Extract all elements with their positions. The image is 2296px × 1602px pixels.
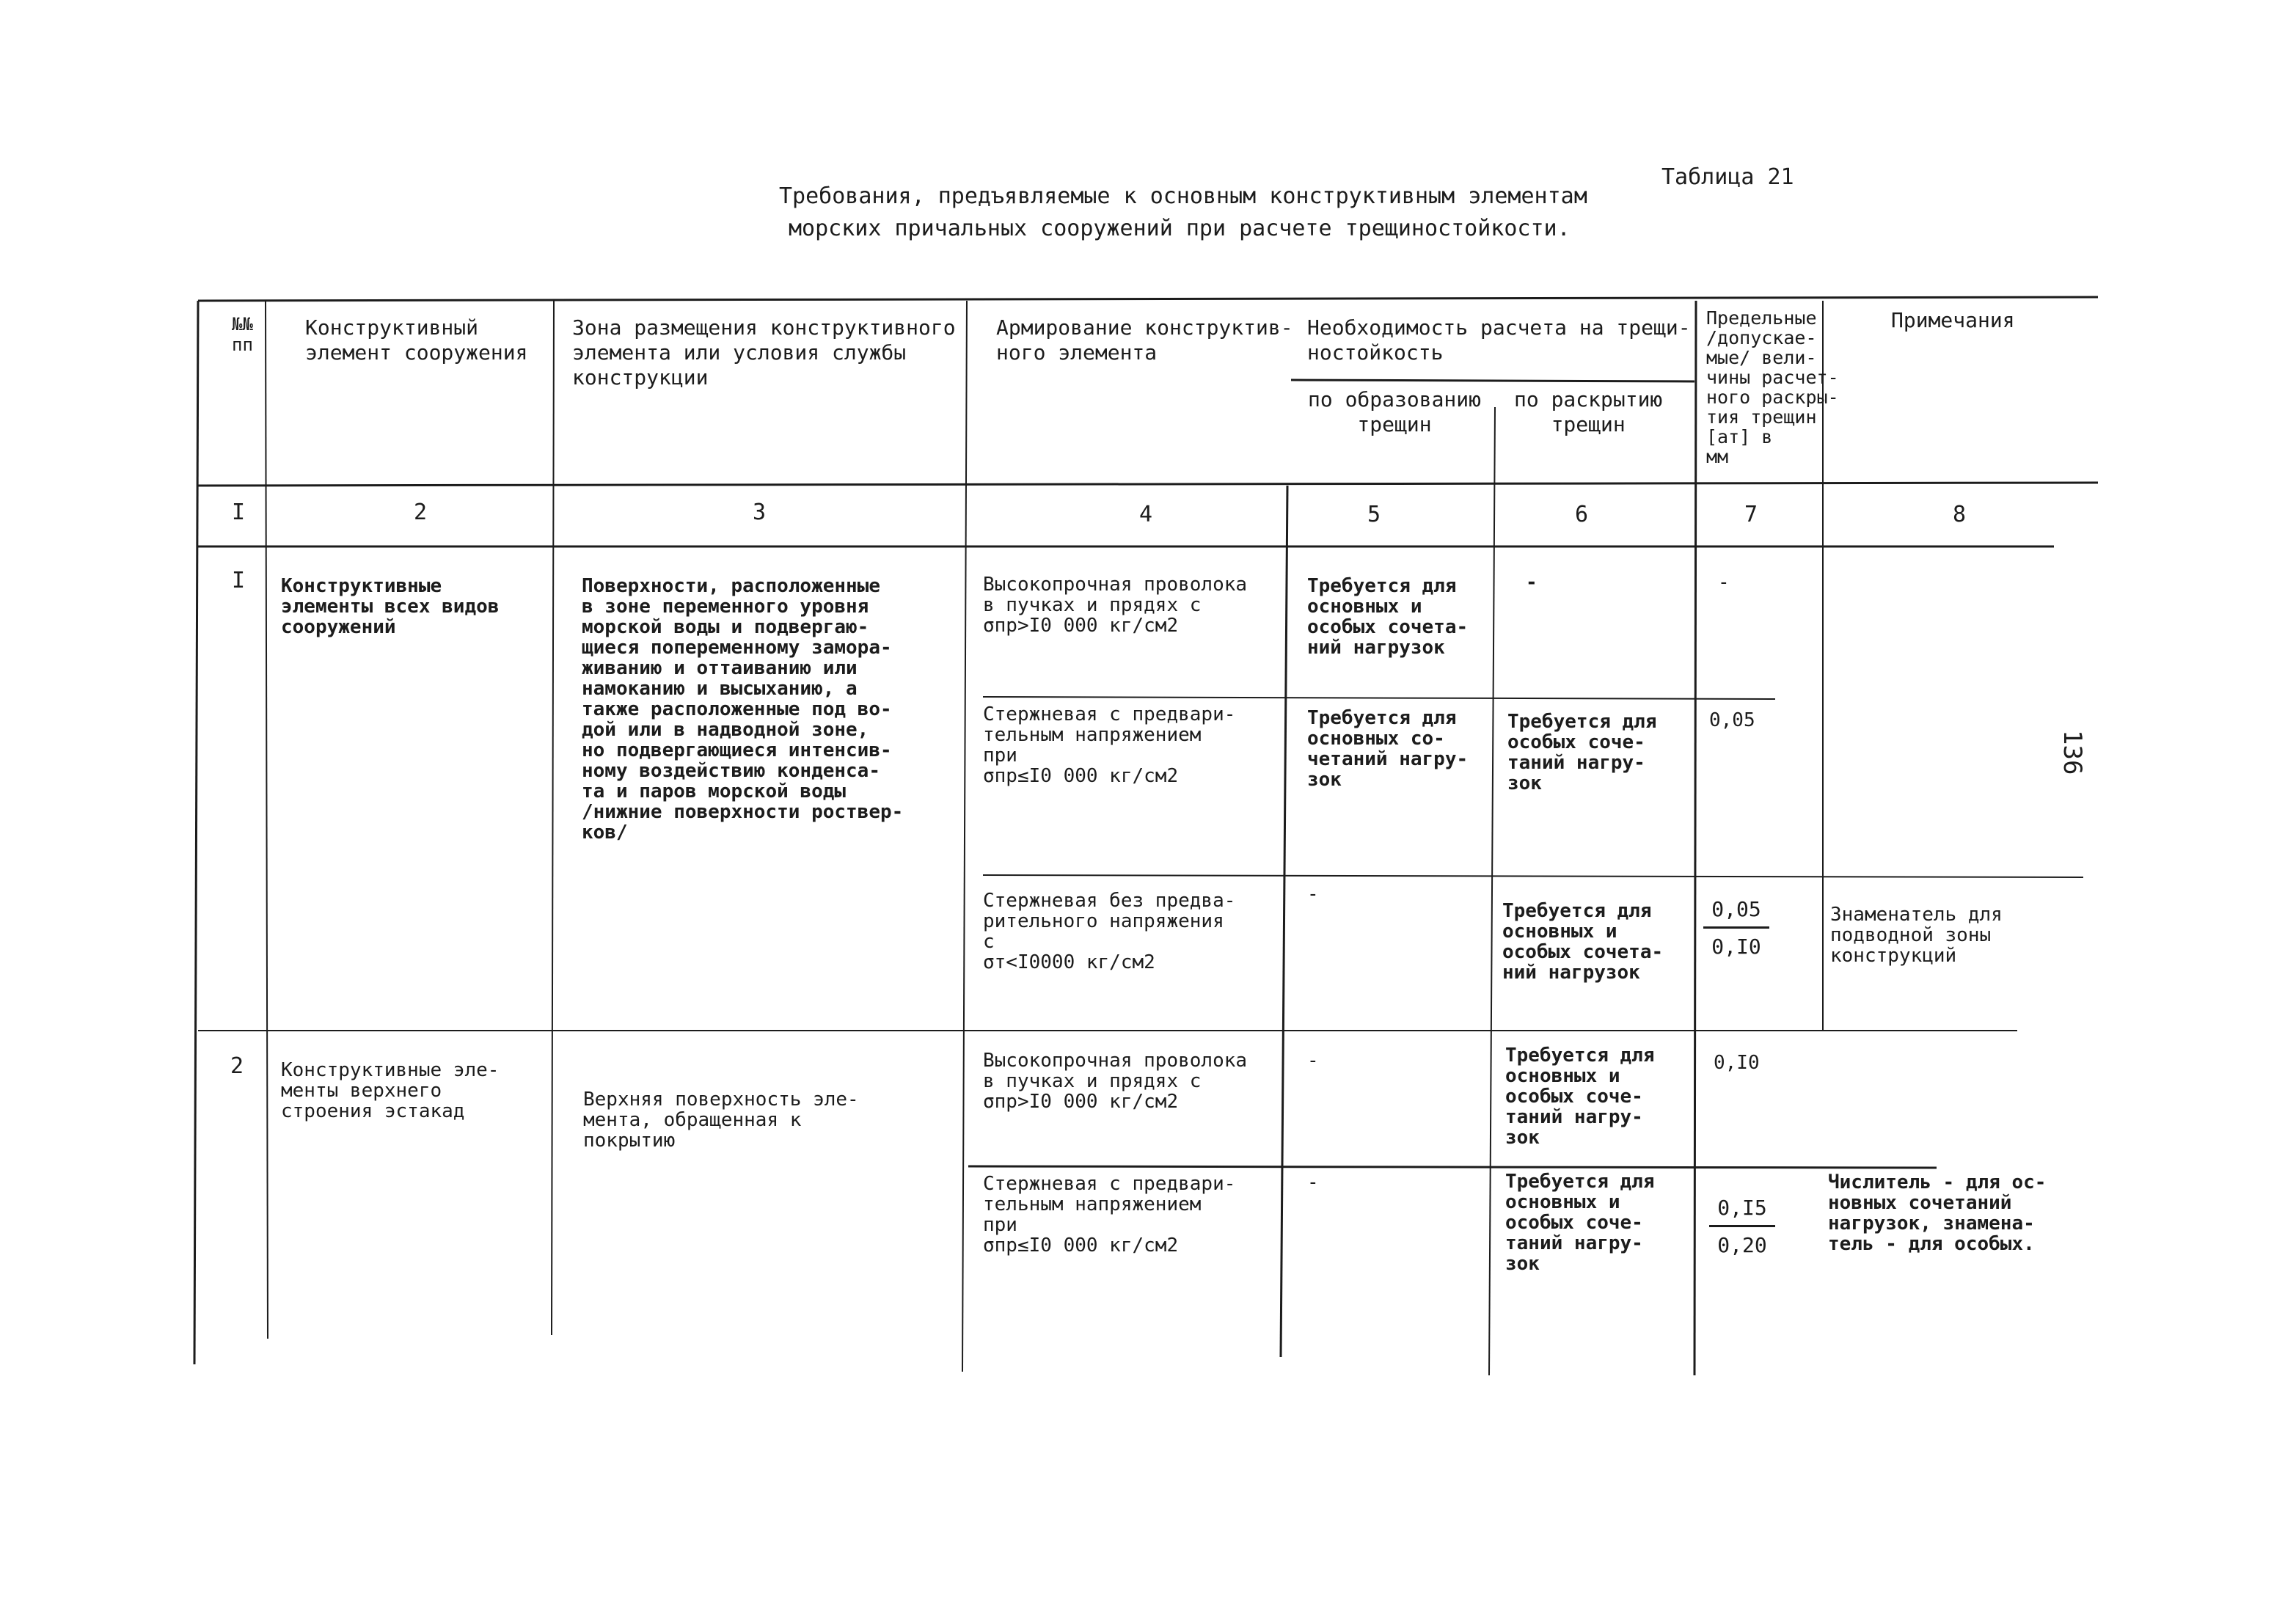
row1-sub2-reinforcement: Стержневая с предвари- тельным напряжением при σпр≤I0 000 кг/см2 — [983, 703, 1236, 787]
header-limit-values: Предельные /допускае- мые/ вели- чины расчет- ного раскры- тия трещин [aт] в мм — [1706, 307, 1839, 467]
title-line-2: морских причальных сооружений при расчете трещиностойкости. — [789, 216, 1571, 241]
colnum-5: 5 — [1367, 502, 1381, 527]
colnum-2: 2 — [414, 500, 428, 525]
row2-zone: Верхняя поверхность эле- мента, обращенная к покрытию — [583, 1089, 859, 1152]
header-notes: Примечания — [1891, 308, 2015, 332]
header-element: Конструктивный элемент сооружения — [305, 315, 528, 365]
fraction-denominator: 0,20 — [1717, 1233, 1767, 1257]
header-crack-resistance: Необходимость расчета на трещи- ностойкость — [1307, 315, 1691, 365]
row2-sub2-crack-opening: Требуется для основных и особых соче- таний нагру- зок — [1505, 1171, 1655, 1275]
fraction-bar — [1703, 926, 1769, 929]
row2-number: 2 — [230, 1053, 244, 1079]
colnum-6: 6 — [1575, 502, 1589, 527]
colnum-1: I — [232, 500, 246, 525]
row2-sub2-reinforcement: Стержневая с предвари- тельным напряжением при σпр≤I0 000 кг/см2 — [983, 1173, 1236, 1257]
row1-sub1-reinforcement: Высокопрочная проволока в пучках и прядях с σпр>I0 000 кг/см2 — [983, 574, 1248, 637]
row1-sub1-limit: - — [1718, 571, 1730, 593]
header-number: №№ пп — [232, 314, 253, 355]
page-number: 136 — [2058, 730, 2087, 775]
row1-sub1-crack-opening: - — [1526, 571, 1538, 593]
title-line-1: Требования, предъявляемые к основным конструктивным элементам — [779, 183, 1587, 209]
row2-sub1-crack-opening: Требуется для основных и особых соче- таний нагру- зок — [1505, 1045, 1655, 1149]
row1-sub2-crack-formation: Требуется для основных со- четаний нагру- зок — [1307, 707, 1469, 791]
row2-sub1-crack-formation: - — [1307, 1050, 1319, 1072]
row1-sub3-limit-fraction — [1703, 899, 1769, 958]
row1-element: Конструктивные элементы всех видов сооружений — [281, 575, 500, 638]
row1-sub3-crack-formation: - — [1307, 883, 1319, 905]
fraction-bar — [1709, 1225, 1775, 1227]
row1-sub1-crack-formation: Требуется для основных и особых сочета- ний нагрузок — [1307, 575, 1469, 659]
colnum-7: 7 — [1744, 502, 1758, 527]
row1-number: I — [232, 568, 246, 593]
row1-sub3-reinforcement: Стержневая без предва- рительного напряжения с σт<I0000 кг/см2 — [983, 890, 1236, 973]
header-crack-opening: по раскрытию трещин — [1514, 387, 1663, 436]
row1-zone: Поверхности, расположенные в зоне переменного уровня морской воды и подвергаю- щиеся попеременному замора- живанию и оттаиванию или намоканию и высыханию, а также расположенные под во- дой или в надводной зоне, но подвергающиеся интенсив- ному воздействию конденса- та и паров морской воды /нижние поверхности роствер- ков/ — [582, 575, 904, 844]
row2-sub2-crack-formation: - — [1307, 1171, 1319, 1193]
colnum-3: 3 — [753, 500, 767, 525]
header-crack-formation: по образованию трещин — [1308, 387, 1482, 436]
colnum-8: 8 — [1953, 502, 1967, 527]
header-zone: Зона размещения конструктивного элемента или условия службы конструкции — [572, 315, 956, 389]
row2-sub1-limit: 0,I0 — [1714, 1052, 1760, 1074]
row1-sub3-crack-opening: Требуется для основных и особых сочета- ний нагрузок — [1502, 900, 1664, 984]
row1-sub2-limit: 0,05 — [1709, 709, 1755, 731]
table-label: Таблица 21 — [1661, 164, 1794, 190]
header-reinforcement: Армирование конструктив- ного элемента — [996, 315, 1293, 365]
row2-sub1-reinforcement: Высокопрочная проволока в пучках и прядях с σпр>I0 000 кг/см2 — [983, 1050, 1248, 1113]
fraction-numerator: 0,05 — [1711, 897, 1761, 921]
fraction-numerator: 0,I5 — [1717, 1196, 1767, 1220]
row2-notes: Числитель - для ос- новных сочетаний нагрузок, знамена- тель - для особых. — [1828, 1171, 2047, 1255]
colnum-4: 4 — [1139, 502, 1153, 527]
row1-notes: Знаменатель для подводной зоны конструкций — [1830, 904, 2003, 967]
fraction-denominator: 0,I0 — [1711, 934, 1761, 959]
row2-sub2-limit-fraction — [1709, 1197, 1775, 1257]
row1-sub2-crack-opening: Требуется для особых соче- таний нагру- зок — [1507, 711, 1657, 794]
row2-element: Конструктивные эле- менты верхнего строения эстакад — [281, 1059, 500, 1122]
